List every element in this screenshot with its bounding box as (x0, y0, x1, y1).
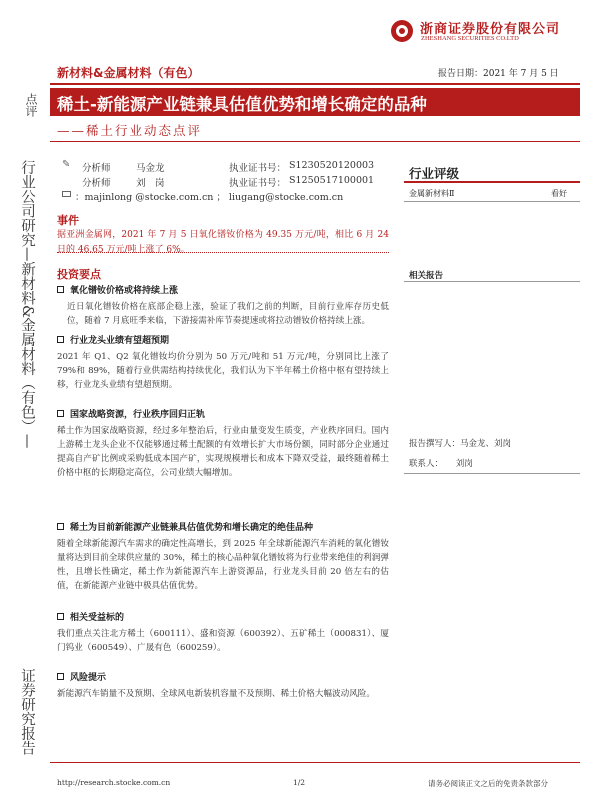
rating-value: 看好 (551, 189, 567, 198)
report-contact: 联系人： 刘岗 (409, 459, 473, 469)
point-3-title-text: 国家战略资源，行业秩序回归正轨 (70, 410, 206, 420)
analyst-2-role: 分析师 (82, 178, 111, 189)
report-category: 新材料&金属材料（有色） (57, 66, 200, 80)
event-dotted-divider (57, 252, 389, 253)
point-4-text: 随着全球新能源汽车需求的确定性高增长，到 2025 年全球新能源汽车消耗的氧化镨钕量将达到目前全球供应量的 30%，稀土的核心品种氧化镨钕将为行业带来绝佳的利润弹性，且增长性确定，稀土作为新能源汽车上游资源品，行业龙头目前 20 倍左右的估值，在新能源产业链中极具估值优势。 (57, 539, 389, 591)
contact-divider (404, 473, 580, 474)
point-5-title (57, 610, 124, 623)
checkbox-bullet-icon (57, 613, 64, 620)
side-vertical-label-bottom: 证券研究报告 (19, 668, 35, 755)
analyst-2-name: 刘 岗 (136, 178, 165, 189)
point-1-text: 近日氧化镨钕价格在底部企稳上涨，验证了我们之前的判断，目前行业库存历史低位，随着 7 月底旺季来临，下游接需补库节奏提速或将拉动镨钕价格持续上涨。 (67, 302, 389, 326)
event-text: 据亚洲金属网，2021 年 7 月 5 日氧化镨钕价格为 49.35 万元/吨，相比 6 月 24 日的 46.65 万元/吨上涨了 6%。 (57, 230, 389, 255)
point-3-title (57, 407, 205, 420)
point-2-title-text: 行业龙头业绩有望超预期 (70, 336, 170, 346)
analyst-2-cert-label: 执业证书号： (229, 178, 287, 189)
investment-points-heading: 投资要点 (57, 268, 101, 281)
pen-icon: ✎ (62, 159, 71, 170)
point-4-title-text: 稀土为目前新能源产业链兼具估值优势和增长确定的绝佳品种 (70, 523, 314, 533)
rating-divider (404, 181, 580, 183)
point-6-text: 新能源汽车销量不及预期、全球风电新装机容量不及预期、稀土价格大幅波动风险。 (57, 689, 375, 699)
analyst-1-cert-label: 执业证书号： (229, 163, 287, 174)
footer-divider (50, 762, 580, 763)
related-reports-divider (404, 281, 580, 282)
point-5-text: 我们重点关注北方稀土（600111）、盛和资源（600392）、五矿稀土（000831）、厦门钨业（600549）、广晟有色（600259）。 (57, 629, 389, 653)
point-1-title-text: 氧化镨钕价格或将持续上涨 (70, 286, 179, 296)
analyst-1-role: 分析师 (82, 163, 111, 174)
company-logo-icon (391, 20, 413, 42)
related-reports-title: 相关报告 (409, 271, 444, 281)
point-1-title (57, 283, 178, 296)
event-heading: 事件 (57, 214, 79, 227)
analyst-1-cert: S1230520120003 (289, 160, 375, 171)
point-6-title-text: 风险提示 (70, 673, 107, 683)
subtitle-divider (50, 141, 580, 142)
point-4-title (57, 520, 313, 533)
header-divider (50, 83, 580, 85)
footer-url-link[interactable]: http://research.stocke.com.cn (57, 778, 171, 787)
report-date: 报告日期：2021 年 7 月 5 日 (438, 69, 559, 79)
page-number: 1/2 (293, 778, 306, 787)
point-6-title (57, 670, 106, 683)
checkbox-bullet-icon (57, 286, 64, 293)
rating-sector: 金属新材料Ⅱ (409, 189, 455, 198)
rating-row-divider (404, 201, 580, 202)
page-title: 稀土-新能源产业链兼具估值优势和增长确定的品种 (57, 95, 427, 114)
checkbox-bullet-icon (57, 410, 64, 417)
report-type-tag: 点评 (24, 93, 38, 117)
point-5-title-text: 相关受益标的 (70, 613, 125, 623)
checkbox-bullet-icon (57, 673, 64, 680)
checkbox-bullet-icon (57, 523, 64, 530)
analyst-emails[interactable]: ：majinlong @stocke.com.cn ； liugang@stocke.com.cn (75, 192, 344, 203)
point-2-title (57, 333, 169, 346)
report-authors: 报告撰写人：马金龙、刘岗 (409, 439, 512, 449)
analyst-2-cert: S1250517100001 (289, 175, 375, 186)
company-name-cn: 浙商证券股份有限公司 (420, 22, 561, 37)
point-3-text: 稀土作为国家战略资源，经过多年整治后，行业由量变发生质变，产业秩序回归。国内上游稀土龙头企业不仅能够通过稀土配额的有效增长扩大市场份额，同时部分企业通过提高自产矿比例或采购低成本国产矿，实现规模增长和成本下降双受益，最终随着稀土价格中枢的长期稳定高位，公司业绩大幅增加。 (57, 426, 389, 478)
disclaimer-note: 请务必阅读正文之后的免责条款部分 (428, 779, 548, 788)
point-2-text: 2021 年 Q1、Q2 氧化镨钕均价分别为 50 万元/吨和 51 万元/吨，分别同比上涨了 79%和 89%，随着行业供需结构持续优化，我们认为下半年稀土价格中枢有望持续上移，行业龙头业绩有望超预期。 (57, 352, 389, 390)
side-vertical-label: 行业公司研究—新材料&金属材料（有色）— (19, 160, 35, 449)
company-name-en: ZHESHANG SECURITIES CO.LTD (421, 35, 519, 42)
mail-icon (62, 191, 71, 197)
industry-rating-title: 行业评级 (409, 166, 460, 181)
checkbox-bullet-icon (57, 336, 64, 343)
page-subtitle: ——稀土行业动态点评 (57, 123, 203, 138)
analyst-1-name: 马金龙 (136, 163, 165, 174)
